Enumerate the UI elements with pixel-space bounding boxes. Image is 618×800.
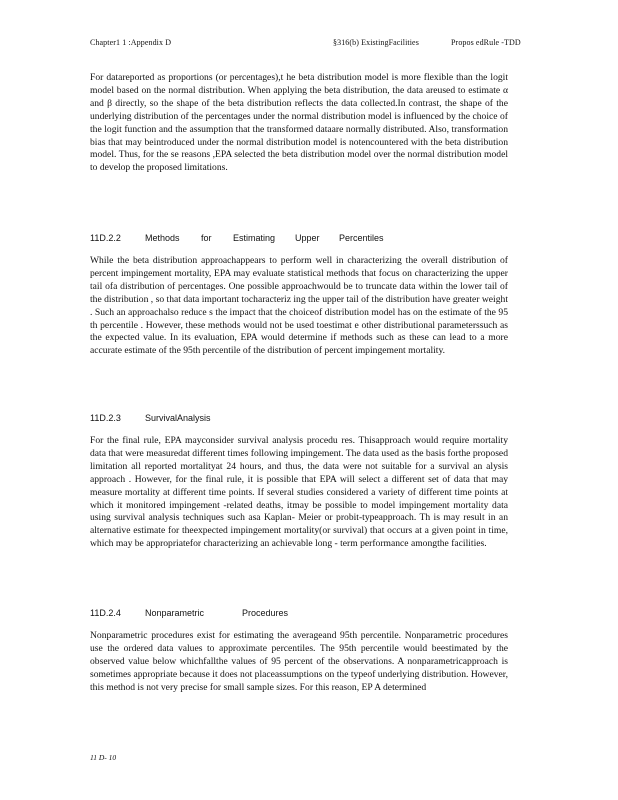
paragraph-upper-percentiles: While the beta distribution approachappears to perform well in characterizing the overall distribution of percent impingement mortality, EPA may evaluate statistical methods that focus on characterizing the upper tail ofa distribution of percentages. One possible approachwould be to truncate data within the lower tail of the distribution , so that data important tocharacteriz ing the upper tail of the distribution have greater weight . Such an approachalso reduce s the impact that the choiceof distribution model has on the estimate of the 95 th percentile . However, these methods would not be used toestimat e other distributional parameterssuch as the expected value. In its evaluation, EPA would determine if methods such as these can lead to a more accurate estimate of the 95th percentile of the distribution of percent impingement mortality. [90,255,508,357]
section-heading-11d23 [90,413,211,423]
section-number: 11D.2.2 [90,233,121,243]
paragraph-beta-distribution: For datareported as proportions (or percentages),t he beta distribution model is more flexible than the logit model based on the normal distribution. When applying the beta distribution, the data areused to estimate α and β directly, so the shape of the beta distribution reflects the data collected.In contrast, the shape of the underlying distribution of the percentages under the normal distribution model is influenced by the choice of the logit function and the assumption that the transformed dataare normally distributed. Also, transformation bias that may beintroduced under the normal distribution model is notencountered with the beta distribution model. Thus, for the se reasons ,EPA selected the beta distribution model over the normal distribution model to develop the proposed limitations. [90,72,508,174]
section-title-word: Nonparametric [145,608,205,618]
section-title-word: Upper [295,233,320,243]
paragraph-survival-analysis: For the final rule, EPA mayconsider survival analysis procedu res. Thisapproach would require mortality data that were measuredat different times following impingement. The data used as the basis forthe proposed limitation all reported mortalityat 24 hours, and thus, the data were not suitable for a survival an alysis approach . However, for the final rule, it is possible that EPA will select a different set of data that may measure mortality at different time points. If several studies considered a variety of different time points at which it monitored impingement -related deaths, itmay be possible to model impingement mortality data using survival analysis techniques such asa Kaplan- Meier or probit-typeapproach. Th is may result in an alternative estimate for theexpected impingement mortality(or survival) that occurs at a given point in time, which may be appropriatefor characterizing an achievable long - term performance amongthe facilities. [90,435,508,550]
section-title-word: SurvivalAnalysis [145,413,211,423]
section-heading-11d22 [90,233,384,243]
section-title-word: Methods [145,233,180,243]
section-title-word: Estimating [233,233,276,243]
paragraph-nonparametric: Nonparametric procedures exist for estimating the averageand 95th percentile. Nonparametric procedures use the ordered data values to approximate percentiles. The 95th percentile would beestimated by the observed value below whichfallthe values of 95 percent of the observations. A nonparametricapproach is sometimes appropriate because it does not placeassumptions on the typeof underlying distribution. However, this method is not very precise for small sample sizes. For this reason, EP A determined [90,630,508,693]
section-number: 11D.2.3 [90,413,121,423]
section-number: 11D.2.4 [90,608,121,618]
section-title-word: Procedures [242,608,289,618]
section-title-word: for [201,233,212,243]
section-title-word: Percentiles [339,233,384,243]
running-header-title: §316(b) ExistingFacilities [333,38,419,47]
page-number: 11 D- 10 [90,753,117,762]
running-header-chapter: Chapter1 1 :Appendix D [90,38,172,47]
running-header-rule: Propos edRule -TDD [451,38,521,47]
section-heading-11d24 [90,608,288,618]
